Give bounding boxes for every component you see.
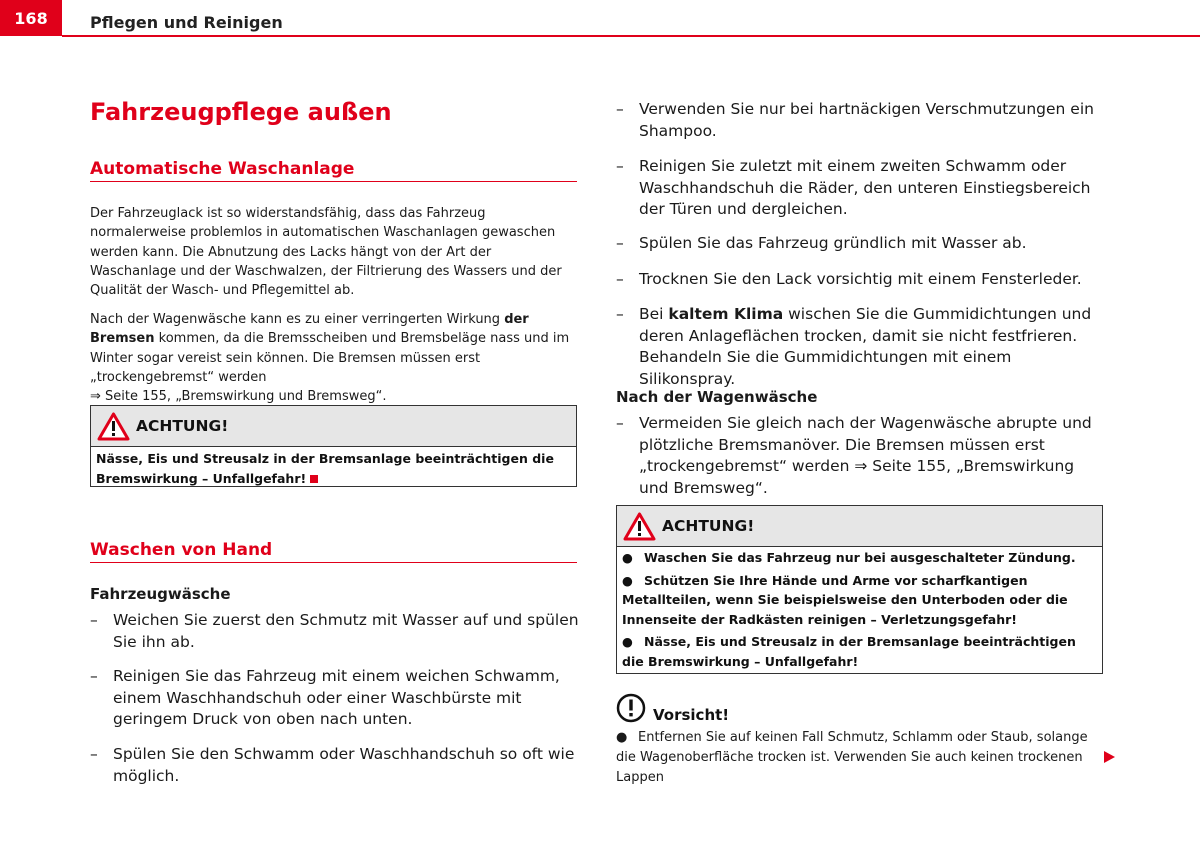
- dash-marker: –: [90, 745, 98, 763]
- page-title: Fahrzeugpflege außen: [90, 98, 392, 126]
- heading-hand-wash: Waschen von Hand: [90, 540, 273, 560]
- warning-label: ACHTUNG!: [662, 517, 755, 535]
- warning-triangle-icon: [623, 512, 656, 541]
- warning-header: [617, 506, 1102, 547]
- dash-marker: –: [616, 234, 624, 252]
- cross-reference-link[interactable]: ⇒ Seite 155, „Bremswirkung und Bremsweg“.: [90, 389, 387, 405]
- dash-marker: –: [616, 305, 624, 323]
- list-item: [616, 304, 1106, 390]
- heading-automatic-wash: Automatische Waschanlage: [90, 159, 355, 179]
- section-title: Pflegen und Reinigen: [90, 13, 283, 32]
- caution-exclamation-icon: [616, 693, 646, 723]
- list-item-text: Spülen Sie den Schwamm oder Waschhandschuh so oft wie möglich.: [113, 745, 575, 785]
- item-text-post: wischen Sie die Gummidichtungen und deren Anlageflächen trocken, damit sie nicht festfrieren. Behandeln Sie die Gummidichtungen mit einem Silikonspray.: [639, 305, 1092, 388]
- warning-label: ACHTUNG!: [136, 417, 229, 435]
- list-item-text: Reinigen Sie zuletzt mit einem zweiten Schwamm oder Waschhandschuh die Räder, den unteren Einstiegsbereich der Türen und dergleichen.: [639, 157, 1091, 218]
- warning-bullet-text: Nässe, Eis und Streusalz in der Bremsanlage beeinträchtigen die Bremswirkung – Unfallgefahr!: [622, 634, 1076, 669]
- warning-bullet: [622, 632, 1097, 671]
- warning-bullet: [622, 571, 1097, 630]
- list-item-text: Spülen Sie das Fahrzeug gründlich mit Wasser ab.: [639, 234, 1027, 252]
- warning-text: Nässe, Eis und Streusalz in der Bremsanlage beeinträchtigen die Bremswirkung – Unfallgefahr!: [96, 451, 554, 486]
- list-item-text: Weichen Sie zuerst den Schmutz mit Wasser auf und spülen Sie ihn ab.: [113, 611, 579, 651]
- item-text-pre: Bei: [639, 305, 669, 323]
- warning-body: [91, 447, 576, 491]
- list-item-text: [639, 304, 1106, 390]
- list-item: [616, 99, 1106, 142]
- warning-box-washing: [616, 505, 1103, 674]
- paragraph-brakes-bold: der Bremsen: [90, 312, 529, 347]
- list-item: [616, 413, 1106, 499]
- list-item: [90, 610, 580, 653]
- heading-rule: [90, 562, 577, 563]
- bullet-marker: ●: [622, 550, 633, 565]
- paragraph-brakes: [90, 310, 577, 406]
- item-text-bold: kaltem Klima: [668, 305, 784, 323]
- caution-text-body: Entfernen Sie auf keinen Fall Schmutz, Schlamm oder Staub, solange die Wagenoberfläche trocken ist. Verwenden Sie auch keinen trockenen Lappen: [616, 730, 1088, 785]
- list-item-text: Verwenden Sie nur bei hartnäckigen Verschmutzungen ein Shampoo.: [639, 100, 1094, 140]
- subheading-after-wash: Nach der Wagenwäsche: [616, 388, 818, 406]
- list-item: [616, 156, 1106, 221]
- header-rule: [62, 35, 1200, 37]
- end-marker-icon: [310, 475, 318, 483]
- warning-header: [91, 406, 576, 447]
- bullet-marker: ●: [616, 730, 628, 745]
- list-item-text: Vermeiden Sie gleich nach der Wagenwäsche abrupte und plötzliche Bremsmanöver. Die Bremsen müssen erst „trockengebremst“ werden ⇒ Seite 155, „Bremswirkung und Bremsweg“.: [639, 414, 1092, 497]
- list-item: [616, 269, 1106, 291]
- dash-marker: –: [616, 270, 624, 288]
- warning-body: [617, 547, 1102, 677]
- dash-marker: –: [616, 414, 624, 432]
- paragraph-paint: Der Fahrzeuglack ist so widerstandsfähig, dass das Fahrzeug normalerweise problemlos in automatischen Waschanlagen gewaschen werden kann. Die Abnutzung des Lacks hängt von der Art der Waschanlage und der Waschwalzen, der Filtrierung des Wassers und der Qualität der Wasch- und Pflegemittel ab.: [90, 206, 562, 299]
- continue-arrow-icon: [1104, 751, 1115, 763]
- paragraph-brakes-pre: Nach der Wagenwäsche kann es zu einer verringerten Wirkung: [90, 312, 505, 327]
- dash-marker: –: [90, 667, 98, 685]
- warning-box-brakes: [90, 405, 577, 487]
- list-item-text: Reinigen Sie das Fahrzeug mit einem weichen Schwamm, einem Waschhandschuh oder einer Waschbürste mit geringem Druck von oben nach unten.: [113, 667, 560, 728]
- warning-bullet: [622, 548, 1097, 568]
- heading-rule: [90, 181, 577, 182]
- page-number: 168: [0, 0, 62, 36]
- dash-marker: –: [90, 611, 98, 629]
- page-header: [0, 0, 1200, 38]
- bullet-marker: ●: [622, 572, 633, 588]
- paragraph-brakes-post: kommen, da die Bremsscheiben und Bremsbeläge nass und im Winter sogar vereist sein können. Die Bremsen müssen erst „trockengebremst“ werden: [90, 331, 570, 385]
- dash-marker: –: [616, 157, 624, 175]
- bullet-marker: ●: [622, 634, 633, 649]
- list-item: [616, 233, 1106, 255]
- caution-text: [616, 728, 1106, 788]
- list-item: [90, 666, 580, 731]
- warning-bullet-text: Waschen Sie das Fahrzeug nur bei ausgeschalteter Zündung.: [644, 550, 1076, 565]
- list-item-text: Trocknen Sie den Lack vorsichtig mit einem Fensterleder.: [639, 270, 1082, 288]
- dash-marker: –: [616, 100, 624, 118]
- warning-triangle-icon: [97, 412, 130, 441]
- warning-bullet-text: Schützen Sie Ihre Hände und Arme vor scharfkantigen Metallteilen, wenn Sie beispielsweise den Unterboden oder die Innenseite der Radkästen reinigen – Verletzungsgefahr!: [622, 572, 1068, 627]
- list-item: [90, 744, 580, 787]
- subheading-car-wash: Fahrzeugwäsche: [90, 585, 231, 603]
- caution-label: Vorsicht!: [653, 706, 730, 724]
